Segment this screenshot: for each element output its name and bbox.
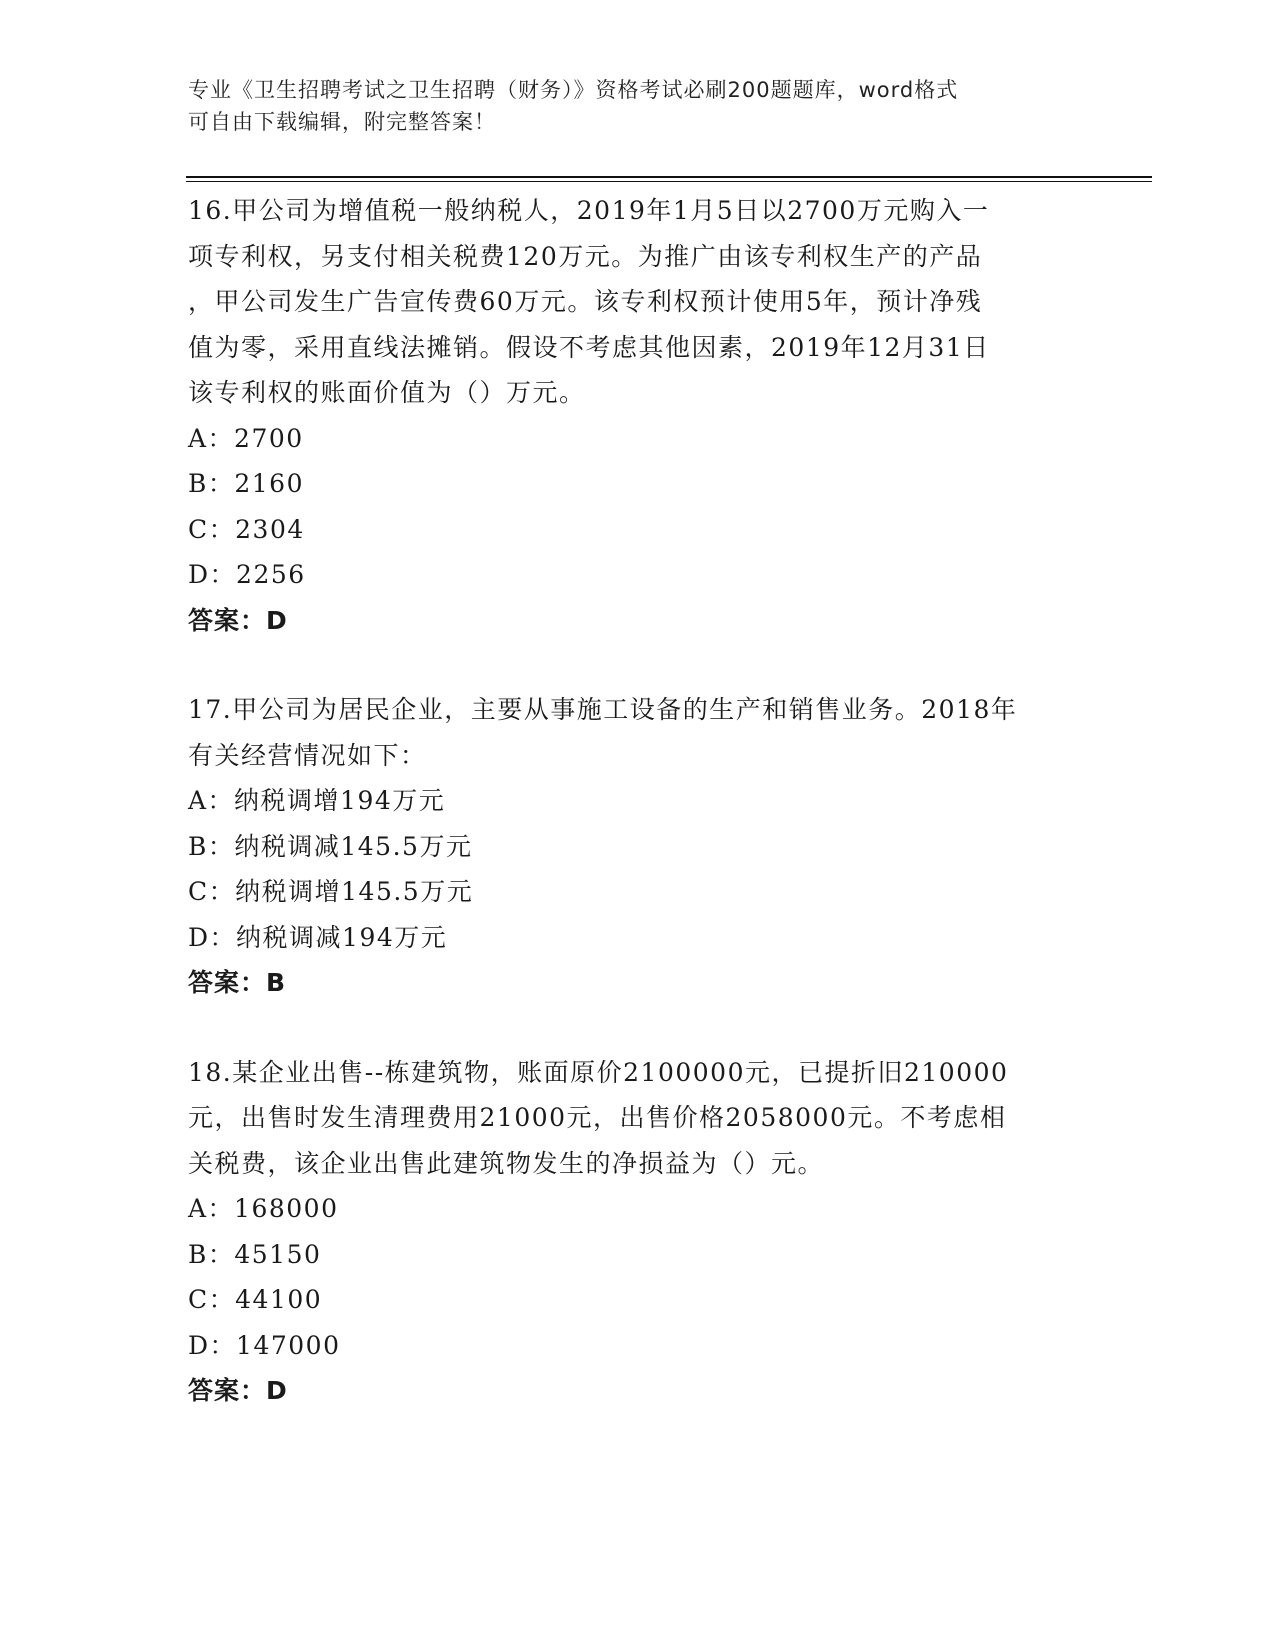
option-a: A：纳税调增194万元 <box>188 786 446 815</box>
stem-line: 17.甲公司为居民企业，主要从事施工设备的生产和销售业务。2018年 <box>188 695 1018 724</box>
option-d: D：纳税调减194万元 <box>188 922 448 952</box>
question-list <box>188 188 1088 1458</box>
answer: 答案：B <box>188 968 287 997</box>
option-b: B：纳税调减145.5万元 <box>188 831 473 861</box>
option-b: B：2160 <box>188 469 304 498</box>
stem-line: 16.甲公司为增值税一般纳税人，2019年1月5日以2700万元购入一 <box>188 196 990 225</box>
question-stem <box>188 1050 1088 1187</box>
option-d: D：2256 <box>188 560 306 589</box>
header-divider-thick <box>186 176 1152 178</box>
option-c: C：纳税调增145.5万元 <box>188 877 474 906</box>
option-a: A：2700 <box>188 423 304 453</box>
stem-line: 元，出售时发生清理费用21000元，出售价格2058000元。不考虑相 <box>188 1103 1007 1132</box>
stem-line: 18.某企业出售--栋建筑物，账面原价2100000元，已提折旧210000 <box>188 1057 1009 1087</box>
question-18 <box>188 1050 1088 1414</box>
option-d: D：147000 <box>188 1330 341 1360</box>
stem-line: 有关经营情况如下： <box>188 740 427 770</box>
option-c: C：44100 <box>188 1285 323 1314</box>
document-header <box>188 74 1068 138</box>
stem-line: 值为零，采用直线法摊销。假设不考虑其他因素，2019年12月31日 <box>188 332 990 362</box>
header-divider-thin <box>186 181 1152 182</box>
header-line: 专业《卫生招聘考试之卫生招聘（财务）》资格考试必刷200题题库，word格式 <box>188 78 959 102</box>
question-17 <box>188 687 1088 1006</box>
header-line: 可自由下载编辑，附完整答案！ <box>188 110 496 134</box>
option-b: B：45150 <box>188 1239 322 1269</box>
answer: 答案：D <box>188 605 288 635</box>
stem-line: 项专利权，另支付相关税费120万元。为推广由该专利权生产的产品 <box>188 241 983 271</box>
option-a: A：168000 <box>188 1194 339 1223</box>
question-stem <box>188 687 1088 778</box>
stem-line: ，甲公司发生广告宣传费60万元。该专利权预计使用5年，预计净残 <box>188 287 983 316</box>
question-16 <box>188 188 1088 643</box>
stem-line: 关税费，该企业出售此建筑物发生的净损益为（）元。 <box>188 1148 825 1178</box>
stem-line: 该专利权的账面价值为（）万元。 <box>188 378 586 407</box>
question-stem <box>188 188 1088 416</box>
answer: 答案：D <box>188 1376 288 1405</box>
option-c: C：2304 <box>188 514 305 544</box>
